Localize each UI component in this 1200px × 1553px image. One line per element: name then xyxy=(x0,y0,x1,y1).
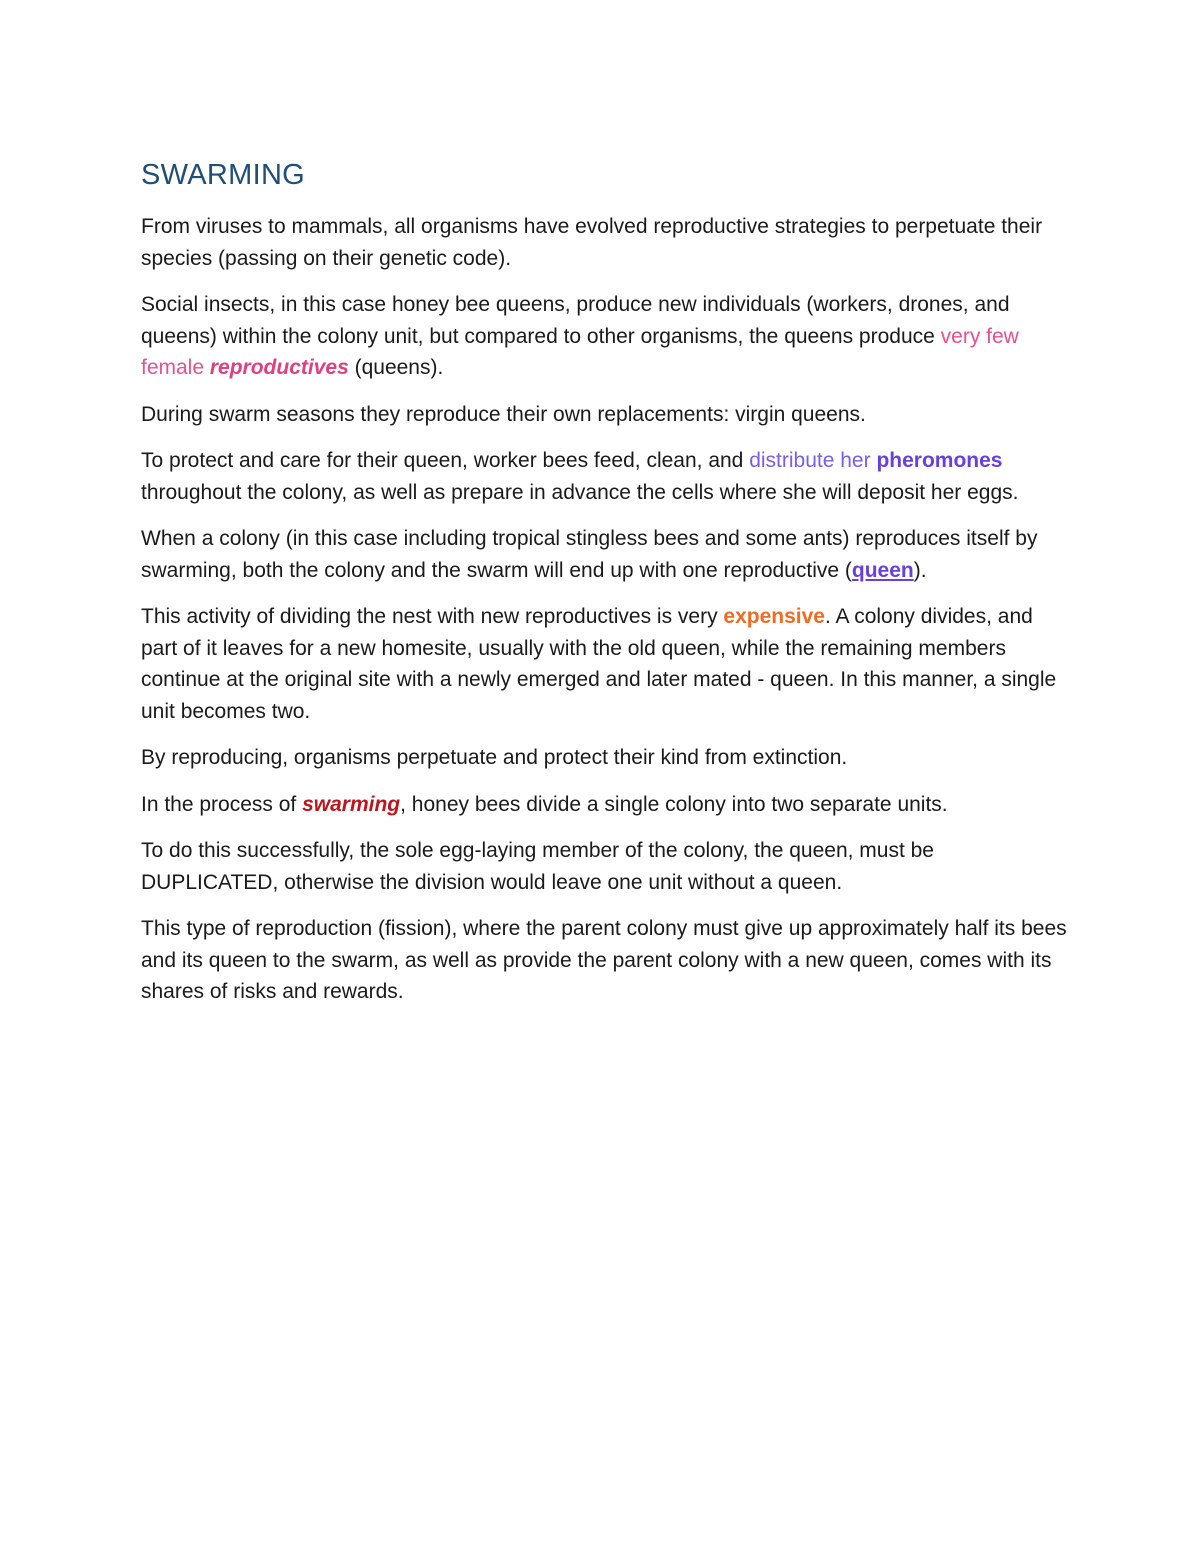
highlight-swarming: swarming xyxy=(302,792,401,816)
highlight-distribute-her: distribute her xyxy=(749,449,871,472)
highlight-pheromones: pheromones xyxy=(876,449,1003,472)
document-title: SWARMING xyxy=(141,159,306,191)
paragraph-2 xyxy=(141,289,1071,384)
paragraph-8-end: , honey bees divide a single colony into two separate units. xyxy=(400,792,948,816)
paragraph-5 xyxy=(141,523,1071,586)
paragraph-9: To do this successfully, the sole egg-laying member of the colony, the queen, must be DUPLICATED, otherwise the division would leave one unit without a queen. xyxy=(141,839,934,894)
document-page xyxy=(141,155,1071,1023)
paragraph-5-end: ). xyxy=(913,558,927,582)
paragraph-7: By reproducing, organisms perpetuate and protect their kind from extinction. xyxy=(141,746,848,769)
paragraph-6 xyxy=(141,601,1071,727)
paragraph-5-text: When a colony (in this case including tropical stingless bees and some ants) reproduces itself by swarming, both the colony and the swarm will end up with one reproductive ( xyxy=(141,527,1038,582)
paragraph-8-text: In the process of xyxy=(141,792,303,816)
paragraph-3: During swarm seasons they reproduce their own replacements: virgin queens. xyxy=(141,402,866,426)
paragraph-6-text: This activity of dividing the nest with new reproductives is very xyxy=(141,605,724,628)
paragraph-4-text: To protect and care for their queen, worker bees feed, clean, and xyxy=(141,449,750,472)
queen-link[interactable]: queen xyxy=(851,558,914,582)
paragraph-2-text: Social insects, in this case honey bee queens, produce new individuals (workers, drones, and queens) within the colony unit, but compared to other organisms, the queens produce xyxy=(141,293,1010,348)
paragraph-8 xyxy=(141,789,1071,821)
highlight-very-few-female: very few female xyxy=(141,324,1019,379)
highlight-reproductives: reproductives xyxy=(209,356,349,379)
paragraph-4-end: throughout the colony, as well as prepare in advance the cells where she will deposit her eggs. xyxy=(141,480,1019,504)
paragraph-2-end: (queens). xyxy=(348,356,444,379)
paragraph-4 xyxy=(141,445,1071,508)
paragraph-10: This type of reproduction (fission), where the parent colony must give up approximately half its bees and its queen to the swarm, as well as provide the parent colony with a new queen, comes with its shares of risks and rewards. xyxy=(141,917,1067,1003)
paragraph-1: From viruses to mammals, all organisms have evolved reproductive strategies to perpetuate their species (passing on their genetic code). xyxy=(141,215,1043,270)
highlight-expensive: expensive xyxy=(723,605,825,628)
paragraph-6-end: . A colony divides, and part of it leaves for a new homesite, usually with the old queen, while the remaining members continue at the original site with a newly emerged and later mated - queen. In this manner, a single unit becomes two. xyxy=(141,605,1057,723)
